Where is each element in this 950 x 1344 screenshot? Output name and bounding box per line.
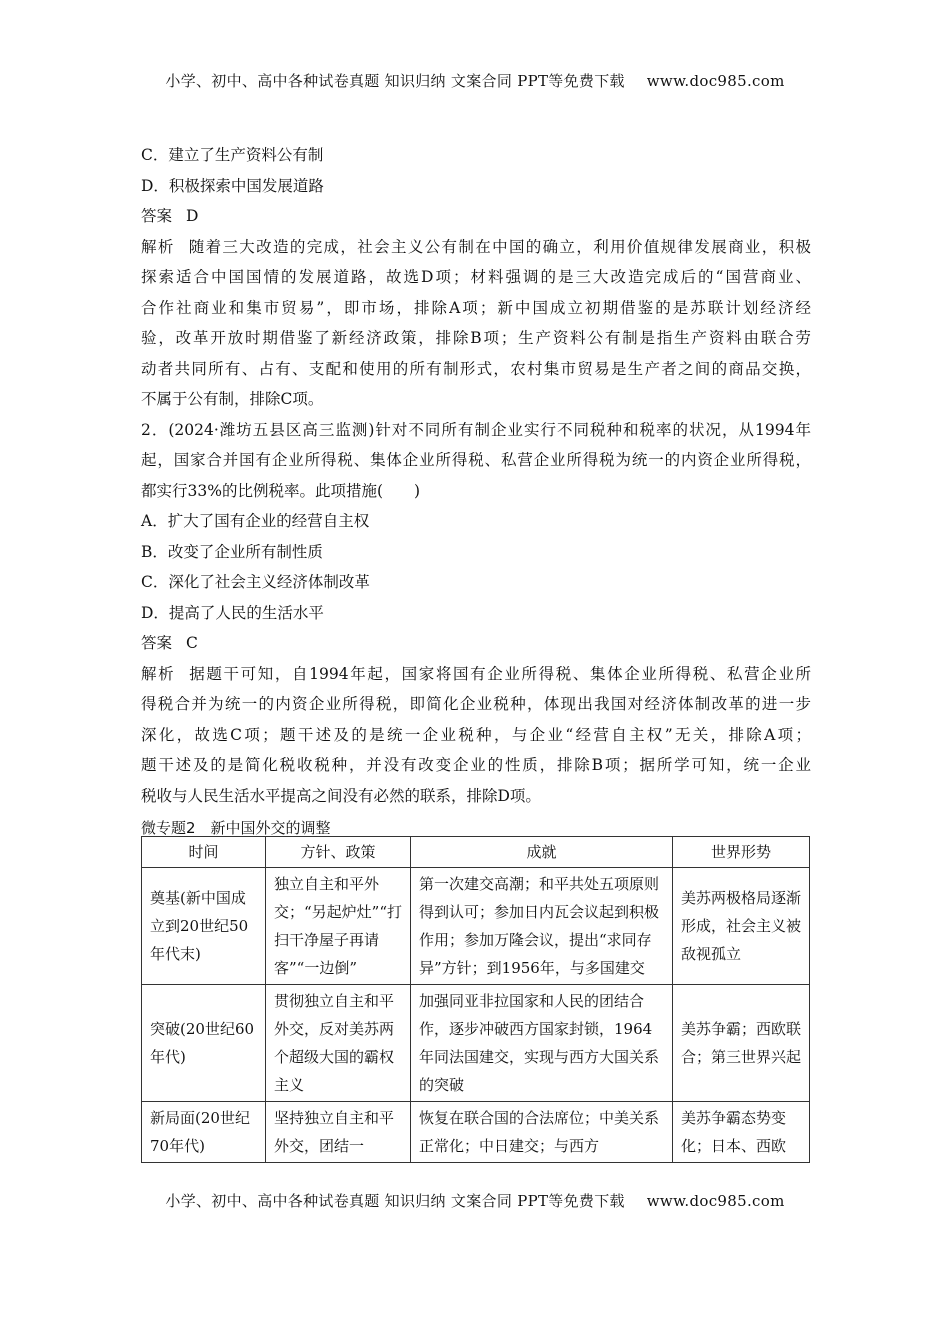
q2-stem-line: 起，国家合并国有企业所得税、集体企业所得税、私营企业所得税为统一的内资企业所得税， [141,451,811,469]
cell-time: 奠基(新中国成立到20世纪50年代末) [142,868,266,985]
table-row [142,868,810,985]
q2-stem-line: 2．(2024·潍坊五县区高三监测)针对不同所有制企业实行不同税种和税率的状况，从1994年 [141,420,811,439]
q1-explanation-line: 探索适合中国国情的发展道路，故选D项；材料强调的是三大改造完成后的“国营商业、 [141,268,811,286]
q2-explanation-line: 深化，故选C项；题干述及的是统一企业税种，与企业“经营自主权”无关，排除A项； [141,725,811,744]
q1-option-c: C．建立了生产资料公有制 [141,146,324,164]
page-footer [0,1190,950,1211]
q1-explanation-label: 解析 [141,237,175,256]
table-header-cell: 时间 [142,837,266,868]
q1-answer-value: D [186,207,199,225]
section-title: 微专题2 新中国外交的调整 [141,819,331,837]
q1-option-d: D．积极探索中国发展道路 [141,176,324,195]
q2-answer-label: 答案 [141,634,173,652]
cell-time: 突破(20世纪60年代) [142,985,266,1102]
q2-option-b: B．改变了企业所有制性质 [141,542,323,561]
q2-explanation-line: 题干述及的是简化税收税种，并没有改变企业的性质，排除B项；据所学可知，统一企业 [141,756,811,774]
cell-achievement: 加强同亚非拉国家和人民的团结合作，逐步冲破西方国家封锁，1964年同法国建交，实现与西方大国关系的突破 [411,985,673,1102]
table-header-cell: 世界形势 [673,837,810,868]
q1-explanation-line: 动者共同所有、占有、支配和使用的所有制形式，农村集市贸易是生产者之间的商品交换， [141,359,811,378]
q2-explanation-line: 解析 据题干可知，自1994年起，国家将国有企业所得税、集体企业所得税、私营企业所 [141,664,811,683]
q2-answer [141,628,811,659]
table-header-cell: 方针、政策 [266,837,411,868]
page-header [0,70,950,91]
q2-explanation-label: 解析 [141,664,176,683]
cell-achievement: 恢复在联合国的合法席位；中美关系正常化；中日建交；与西方 [411,1102,673,1163]
q1-answer [141,201,811,232]
footer-text: 小学、初中、高中各种试卷真题 知识归纳 文案合同 PPT等免费下载 [165,1192,625,1210]
q2-explanation-line: 得税合并为统一的内资企业所得税，即简化企业税种，体现出我国对经济体制改革的进一步 [141,695,811,713]
header-url[interactable]: www.doc985.com [646,72,785,90]
q1-explanation-line: 合作社商业和集市贸易”，即市场，排除A项；新中国成立初期借鉴的是苏联计划经济经 [141,298,811,317]
table-header-cell: 成就 [411,837,673,868]
q2-explanation-line: 税收与人民生活水平提高之间没有必然的联系，排除D项。 [141,786,541,805]
q2-option-c: C．深化了社会主义经济体制改革 [141,573,370,591]
cell-world: 美苏两极格局逐渐形成，社会主义被敌视孤立 [673,868,810,985]
footer-url[interactable]: www.doc985.com [646,1192,785,1210]
document-body [141,140,811,844]
cell-achievement: 第一次建交高潮；和平共处五项原则得到认可；参加日内瓦会议起到积极作用；参加万隆会议，提出“求同存异”方针；到1956年，与多国建交 [411,868,673,985]
q1-explanation-line: 验，改革开放时期借鉴了新经济政策，排除B项；生产资料公有制是指生产资料由联合劳 [141,329,811,347]
q2-stem-line: 都实行33%的比例税率。此项措施( ) [141,481,421,500]
q1-explanation-line: 解析 随着三大改造的完成，社会主义公有制在中国的确立，利用价值规律发展商业，积极 [141,237,811,256]
q2-option-a: A．扩大了国有企业的经营自主权 [141,512,370,530]
cell-policy: 坚持独立自主和平外交，团结一 [266,1102,411,1163]
table-row [142,1102,810,1163]
cell-world: 美苏争霸态势变化；日本、西欧 [673,1102,810,1163]
cell-time: 新局面(20世纪70年代) [142,1102,266,1163]
cell-policy: 贯彻独立自主和平外交，反对美苏两个超级大国的霸权主义 [266,985,411,1102]
table-header-row [142,837,810,868]
q2-answer-value: C [186,634,198,652]
q1-answer-label: 答案 [141,207,173,225]
cell-world: 美苏争霸；西欧联合；第三世界兴起 [673,985,810,1102]
diplomacy-table [141,836,810,1163]
q1-explanation-line: 不属于公有制，排除C项。 [141,390,324,408]
q2-option-d: D．提高了人民的生活水平 [141,603,324,622]
header-text: 小学、初中、高中各种试卷真题 知识归纳 文案合同 PPT等免费下载 [165,72,625,90]
table-row [142,985,810,1102]
cell-policy: 独立自主和平外交；“另起炉灶”“打扫干净屋子再请客”“一边倒” [266,868,411,985]
